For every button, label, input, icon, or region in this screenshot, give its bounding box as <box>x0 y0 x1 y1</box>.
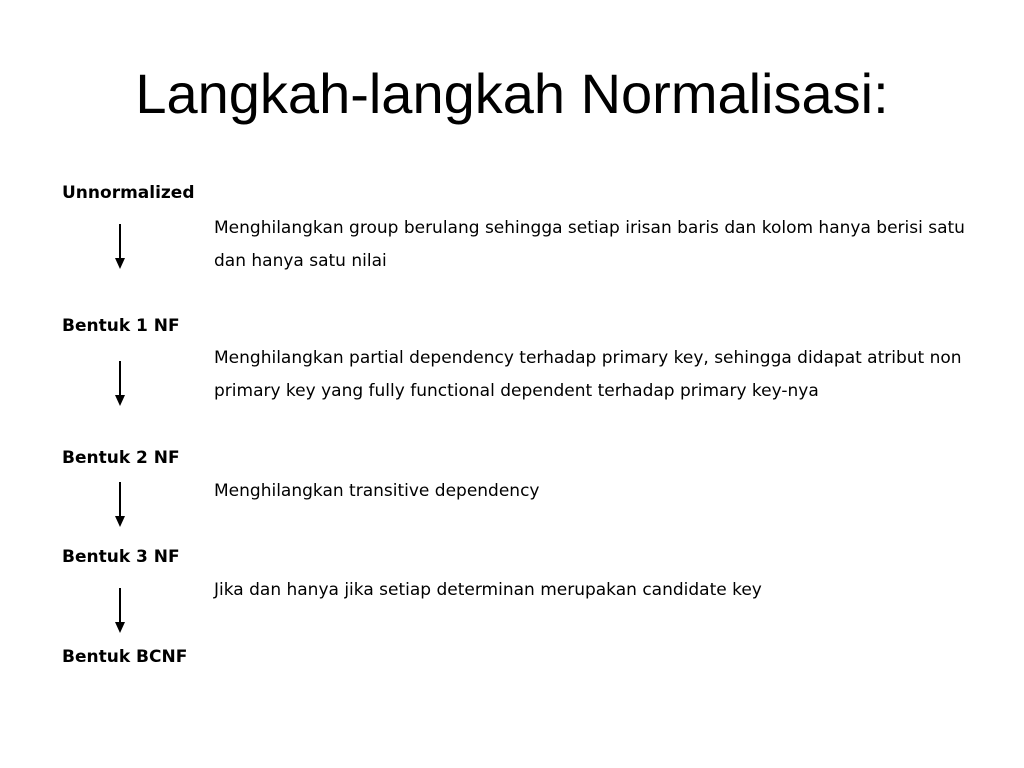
down-arrow-icon <box>112 588 128 634</box>
transition-description-2: Menghilangkan partial dependency terhadap primary key, sehingga didapat atribut non primary key yang fully functional dependent terhadap primary key-nya <box>214 348 962 401</box>
slide-title: Langkah-langkah Normalisasi: <box>135 62 889 125</box>
transition-description-4: Jika dan hanya jika setiap determinan merupakan candidate key <box>214 580 762 600</box>
stage-3nf: Bentuk 3 NF <box>62 547 180 567</box>
stage-bcnf: Bentuk BCNF <box>62 647 188 667</box>
down-arrow-icon <box>112 224 128 270</box>
down-arrow-icon <box>112 482 128 528</box>
stage-2nf: Bentuk 2 NF <box>62 448 180 468</box>
transition-description-3: Menghilangkan transitive dependency <box>214 481 540 501</box>
transition-description-1: Menghilangkan group berulang sehingga setiap irisan baris dan kolom hanya berisi satu dan hanya satu nilai <box>214 218 965 271</box>
stage-unnormalized: Unnormalized <box>62 183 195 203</box>
stage-1nf: Bentuk 1 NF <box>62 316 180 336</box>
down-arrow-icon <box>112 361 128 407</box>
